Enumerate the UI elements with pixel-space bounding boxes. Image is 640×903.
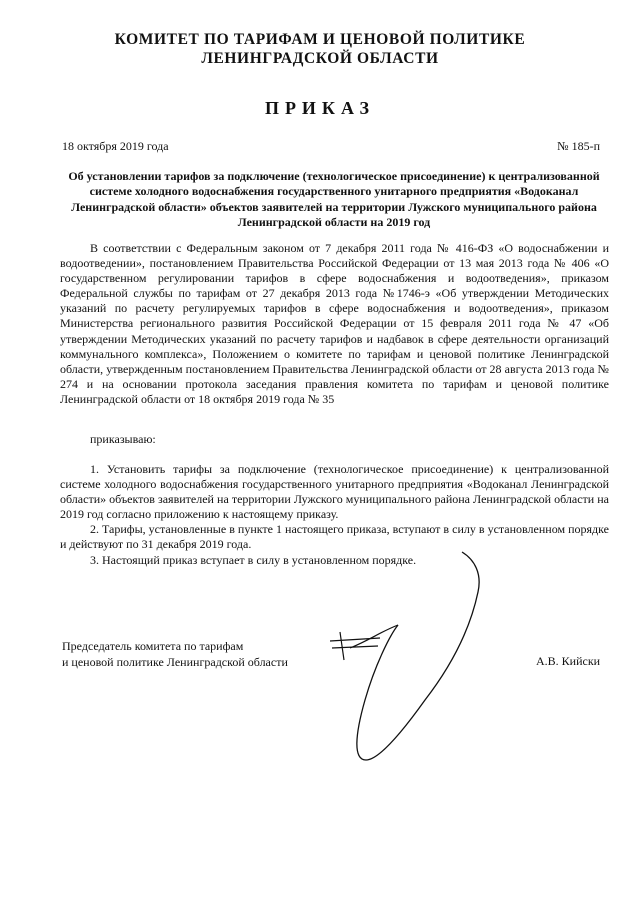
signatory-position [62, 638, 288, 670]
document-type-title: ПРИКАЗ [264, 98, 376, 118]
signatory-position-line-1: Председатель комитета по тарифам [62, 639, 244, 653]
order-item-3: 3. Настоящий приказ вступает в силу в установленном порядке. [90, 552, 417, 567]
order-item-2: 2. Тарифы, установленные в пункте 1 настоящего приказа, вступают в силу в установленном порядке и действуют по 31 декабря 2019 года. [60, 522, 609, 552]
order-item-1: 1. Установить тарифы за подключение (технологическое присоединение) к централизованной системе холодного водоснабжения государственного унитарного предприятия «Водоканал Ленинградской области» объектов заявителей на территории Лужского муниципального района Ленинградской области на 2019 год согласно приложению к настоящему приказу. [60, 462, 609, 522]
authority-line-2: ЛЕНИНГРАДСКОЙ ОБЛАСТИ [201, 50, 439, 67]
signatory-position-line-2: и ценовой политике Ленинградской области [62, 655, 288, 669]
order-date: 18 октября 2019 года [62, 139, 169, 153]
order-subject: Об установлении тарифов за подключение (технологическое присоединение) к централизованной системе холодного водоснабжения государственного унитарного предприятия «Водоканал Ленинградской области» объектов заявителей на территории Лужского муниципального района Ленинградской области на 2019 год [68, 169, 600, 229]
preamble-paragraph: В соответствии с Федеральным законом от 7 декабря 2011 года № 416-ФЗ «О водоснабжении и водоотведении», постановлением Правительства Российской Федерации от 13 мая 2013 года № 406 «О государственном регулировании тарифов в сфере водоснабжения и водоотведения», приказом Федеральной службы по тарифам от 27 декабря 2013 года №1746-э «Об утверждении Методических указаний по расчету регулируемых тарифов в сфере водоснабжения и водоотведения», приказом Министерства регионального развития Российской Федерации от 15 февраля 2011 года № 47 «Об утверждении Методических указаний по расчету тарифов и надбавок в сфере деятельности организаций коммунального комплекса», Положением о комитете по тарифам и ценовой политике Ленинградской области, утвержденным постановлением Правительства Ленинградской области от 28 августа 2013 года № 274 и на основании протокола заседания правления комитета по тарифам и ценовой политике Ленинградской области от 18 октября 2019 года № 35 [60, 241, 609, 406]
signatory-name: А.В. Кийски [536, 654, 601, 668]
order-items [60, 462, 609, 568]
order-verb: приказываю: [90, 432, 156, 446]
order-number: № 185-п [557, 139, 600, 153]
authority-line-1: КОМИТЕТ ПО ТАРИФАМ И ЦЕНОВОЙ ПОЛИТИКЕ [114, 31, 526, 48]
issuing-authority [0, 30, 640, 68]
